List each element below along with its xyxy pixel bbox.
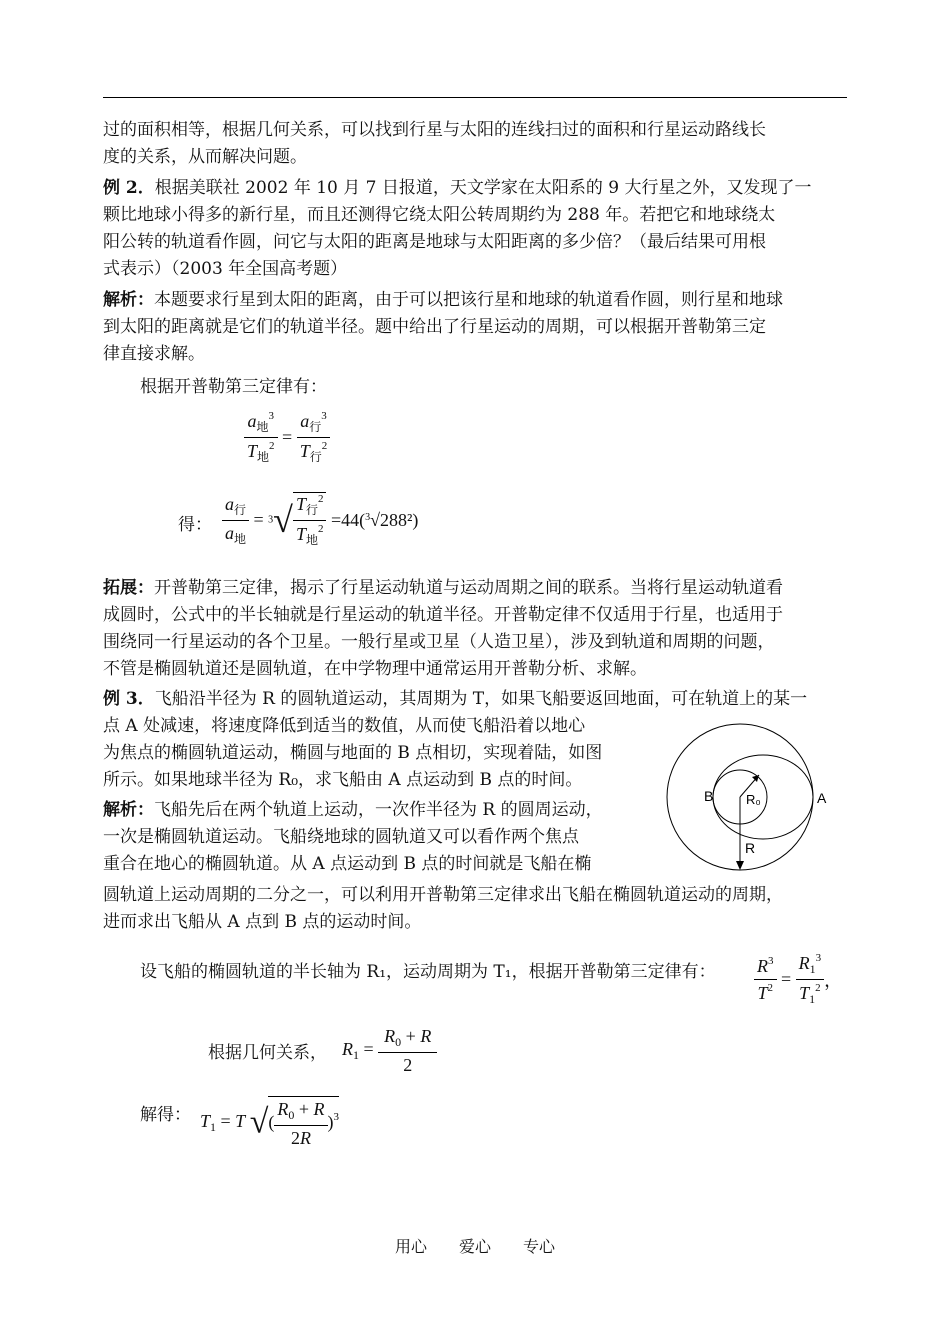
text-line: 颗比地球小得多的新行星，而且还测得它绕太阳公转周期约为 288 年。若把它和地球绕太	[103, 205, 776, 225]
text-span: 本题要求行星到太阳的距离，由于可以把该行星和地球的轨道看作圆，则行星和地球	[154, 290, 783, 310]
label-r: R	[745, 840, 756, 856]
label-b: B	[704, 788, 714, 804]
formula-distance-ratio: $\frac{a_行}{a_地}$ = 3√ $\frac{T_行^2}{T_地^2}$ =44($^3$√288²)	[222, 492, 418, 548]
text-line: 点 A 处减速，将速度降低到适当的数值，从而使飞船沿着以地心	[103, 716, 586, 736]
formula-semi-major: $R_1$ = $\frac{R_0 + R}{2}$	[342, 1026, 437, 1076]
text-line: 重合在地心的椭圆轨道。从 A 点运动到 B 点的时间就是飞船在椭	[103, 854, 592, 874]
r0-arrowhead	[752, 775, 759, 782]
geo-label: 根据几何关系，	[208, 1043, 327, 1063]
text-line: 圆轨道上运动周期的二分之一，可以利用开普勒第三定律求出飞船在椭圆轨道运动的周期，	[103, 885, 783, 905]
text-line: 进而求出飞船从 A 点到 B 点的运动时间。	[103, 912, 422, 932]
example-label: 例 3．	[103, 689, 155, 709]
orbit-diagram	[664, 715, 844, 875]
text-line: 一次是椭圆轨道运动。飞船绕地球的圆轨道又可以看作两个焦点	[103, 827, 579, 847]
text-line: 所示。如果地球半径为 R₀，求飞船由 A 点运动到 B 点的时间。	[103, 770, 583, 790]
footer-text: 用心	[394, 1237, 427, 1256]
text-line	[103, 799, 603, 821]
text-line: 不管是椭圆轨道还是圆轨道，在中学物理中通常运用开普勒分析、求解。	[103, 659, 647, 679]
formula-kepler-ratio: $\frac{a_地^3}{T_地^2}$ = $\frac{a_行^3}{T_行^2}$	[244, 410, 330, 465]
label-r0: R₀	[746, 792, 761, 807]
header-rule	[103, 97, 847, 98]
solution-label: 解析：	[103, 290, 154, 310]
de-label: 得：	[178, 515, 212, 535]
radicand: 288²	[380, 509, 413, 530]
text-line: 为焦点的椭圆轨道运动，椭圆与地面的 B 点相切，实现着陆，如图	[103, 743, 603, 763]
text-line	[103, 289, 783, 311]
text-span: 飞船沿半径为 R 的圆轨道运动，其周期为 T，如果飞船要返回地面，可在轨道上的某一	[154, 689, 808, 709]
text-line	[103, 577, 783, 599]
elliptical-orbit	[713, 755, 813, 839]
page-footer	[0, 1234, 950, 1257]
text-line: 设飞船的椭圆轨道的半长轴为 R₁，运动周期为 T₁，根据开普勒第三定律有：	[140, 962, 716, 982]
text-line: 过的面积相等，根据几何关系，可以找到行星与太阳的连线扫过的面积和行星运动路线长	[103, 120, 766, 140]
text-line: 围绕同一行星运动的各个卫星。一般行星或卫星（人造卫星），涉及到轨道和周期的问题，	[103, 632, 775, 652]
label-a: A	[817, 790, 827, 806]
text-span: 根据美联社 2002 年 10 月 7 日报道，天文学家在太阳系的 9 大行星之外，又发现了一	[154, 178, 812, 198]
text-line: 到太阳的距离就是它们的轨道半径。题中给出了行星运动的周期，可以根据开普勒第三定	[103, 317, 766, 337]
formula-kepler-ship: $\frac{R^3}{T^2}$ = $\frac{R_1^3}{T_1^2}$ ，	[754, 952, 842, 1007]
text-line: 根据开普勒第三定律有：	[140, 377, 327, 397]
result-value: 44	[341, 509, 360, 530]
text-line: 度的关系，从而解决问题。	[103, 147, 307, 167]
text-span: 飞船先后在两个轨道上运动，一次作半径为 R 的圆周运动，	[154, 800, 603, 820]
footer-text: 爱心	[458, 1237, 491, 1256]
text-span: 开普勒第三定律，揭示了行星运动轨道与运动周期之间的联系。当将行星运动轨道看	[154, 578, 783, 598]
text-line	[103, 177, 812, 199]
text-line: 式表示）（2003 年全国高考题）	[103, 259, 348, 279]
solution-label: 解析：	[103, 800, 154, 820]
text-line: 阳公转的轨道看作圆，问它与太阳的距离是地球与太阳距离的多少倍？（最后结果可用根	[103, 232, 766, 252]
footer-text: 专心	[523, 1237, 556, 1256]
formula-period-result: $T_1 = T$ √( $\frac{R_0 + R}{2R}$ )$^3$	[200, 1096, 339, 1149]
text-line: 律直接求解。	[103, 344, 205, 364]
example-label: 例 2．	[103, 178, 155, 198]
text-line: 成圆时，公式中的半长轴就是行星运动的轨道半径。开普勒定律不仅适用于行星，也适用于	[103, 605, 783, 625]
text-line	[103, 688, 807, 710]
solve-label: 解得：	[140, 1105, 191, 1125]
r-arrowhead	[736, 861, 744, 870]
extension-label: 拓展：	[103, 578, 154, 598]
